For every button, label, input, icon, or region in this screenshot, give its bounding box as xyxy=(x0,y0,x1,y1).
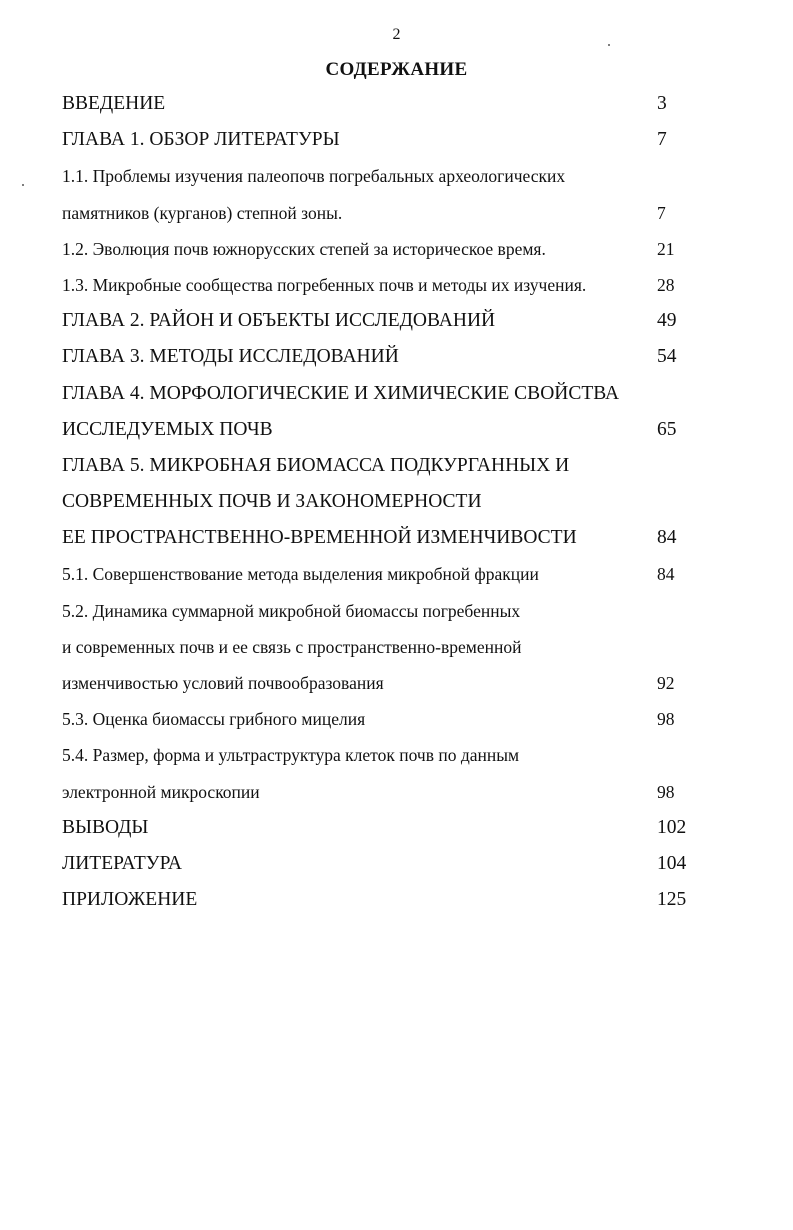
toc-entry xyxy=(62,412,702,448)
toc-entry-title: 5.4. Размер, форма и ультраструктура клеток почв по данным xyxy=(62,745,520,766)
toc-entry-title: памятников (курганов) степной зоны. xyxy=(62,202,343,223)
toc-entry-page: 98 xyxy=(657,781,675,802)
toc-entry xyxy=(62,195,702,231)
toc-entry-title: и современных почв и ее связь с пространственно-временной xyxy=(62,636,522,657)
toc-entry xyxy=(62,158,702,194)
toc-entry-page: 7 xyxy=(657,129,667,151)
toc-entry-page: 28 xyxy=(657,274,675,295)
toc-entry xyxy=(62,448,702,484)
toc-entry xyxy=(62,376,702,412)
scan-speck xyxy=(22,184,24,186)
toc-entry-page: 21 xyxy=(657,238,675,259)
toc-entry-title: ВВЕДЕНИЕ xyxy=(62,93,166,114)
toc-entry-title: 1.2. Эволюция почв южнорусских степей за историческое время. xyxy=(62,238,546,259)
toc-entry-page: 49 xyxy=(657,310,677,332)
toc-entry xyxy=(62,774,702,810)
toc-entry-page: 84 xyxy=(657,527,677,549)
toc-entry xyxy=(62,267,702,303)
toc-entry-title: ЛИТЕРАТУРА xyxy=(62,852,182,874)
toc-entry xyxy=(62,882,702,918)
toc-entry-page: 7 xyxy=(657,202,666,223)
toc-entry xyxy=(62,629,702,665)
toc-entry xyxy=(62,231,702,267)
toc-entry xyxy=(62,737,702,773)
toc-entry-page: 84 xyxy=(657,564,675,585)
toc-entry-title: ГЛАВА 5. МИКРОБНАЯ БИОМАССА ПОДКУРГАННЫХ И xyxy=(62,454,570,476)
toc-entry-title: 1.3. Микробные сообщества погребенных почв и методы их изучения. xyxy=(62,274,587,295)
toc-entry-page: 65 xyxy=(657,418,677,440)
toc-entry-page: 3 xyxy=(657,93,667,114)
toc-entry xyxy=(62,846,702,882)
toc-entry-page: 92 xyxy=(657,673,675,693)
toc-entry-page: 102 xyxy=(657,816,687,838)
toc-entry-title: электронной микроскопии xyxy=(62,781,260,802)
toc-entry xyxy=(62,810,702,846)
toc-entry xyxy=(62,86,702,122)
toc-entry xyxy=(62,665,702,701)
toc-entry-title: 5.3. Оценка биомассы грибного мицелия xyxy=(62,709,366,730)
toc-entry xyxy=(62,701,702,737)
toc-entry-title: ГЛАВА 4. МОРФОЛОГИЧЕСКИЕ И ХИМИЧЕСКИЕ СВОЙСТВА xyxy=(62,382,620,404)
toc-entry xyxy=(62,484,702,520)
toc-entry-title: 5.1. Совершенствование метода выделения микробной фракции xyxy=(62,564,539,585)
toc-entry-title: ВЫВОДЫ xyxy=(62,816,149,838)
toc-entry-title: СОВРЕМЕННЫХ ПОЧВ И ЗАКОНОМЕРНОСТИ xyxy=(62,491,482,513)
toc-entry-title: ГЛАВА 1. ОБЗОР ЛИТЕРАТУРЫ xyxy=(62,129,340,151)
toc-entry xyxy=(62,556,702,592)
toc-entry-title: ГЛАВА 2. РАЙОН И ОБЪЕКТЫ ИССЛЕДОВАНИЙ xyxy=(62,310,496,332)
toc-entry-title: ЕЕ ПРОСТРАНСТВЕННО-ВРЕМЕННОЙ ИЗМЕНЧИВОСТИ xyxy=(62,527,577,549)
toc-entry xyxy=(62,593,702,629)
toc-entry-title: ИССЛЕДУЕМЫХ ПОЧВ xyxy=(62,418,273,440)
toc-entry-title: ГЛАВА 3. МЕТОДЫ ИССЛЕДОВАНИЙ xyxy=(62,346,399,368)
toc-entry-title: 5.2. Динамика суммарной микробной биомассы погребенных xyxy=(62,600,521,621)
toc-entry xyxy=(62,520,702,556)
toc-entry xyxy=(62,122,702,158)
toc-entry-title: ПРИЛОЖЕНИЕ xyxy=(62,889,198,911)
toc-entry xyxy=(62,303,702,339)
page-number: 2 xyxy=(392,26,401,43)
toc-entry-page: 125 xyxy=(657,889,687,911)
toc-entry-page: 98 xyxy=(657,709,675,730)
toc-entry-title: 1.1. Проблемы изучения палеопочв погребальных археологических xyxy=(62,166,566,187)
scan-speck xyxy=(608,44,610,46)
table-of-contents xyxy=(62,86,702,918)
toc-entry-page: 104 xyxy=(657,852,687,874)
toc-entry xyxy=(62,339,702,375)
toc-entry-title: изменчивостью условий почвообразования xyxy=(62,673,384,693)
toc-entry-page: 54 xyxy=(657,346,677,368)
page-title: СОДЕРЖАНИЕ xyxy=(325,59,468,80)
